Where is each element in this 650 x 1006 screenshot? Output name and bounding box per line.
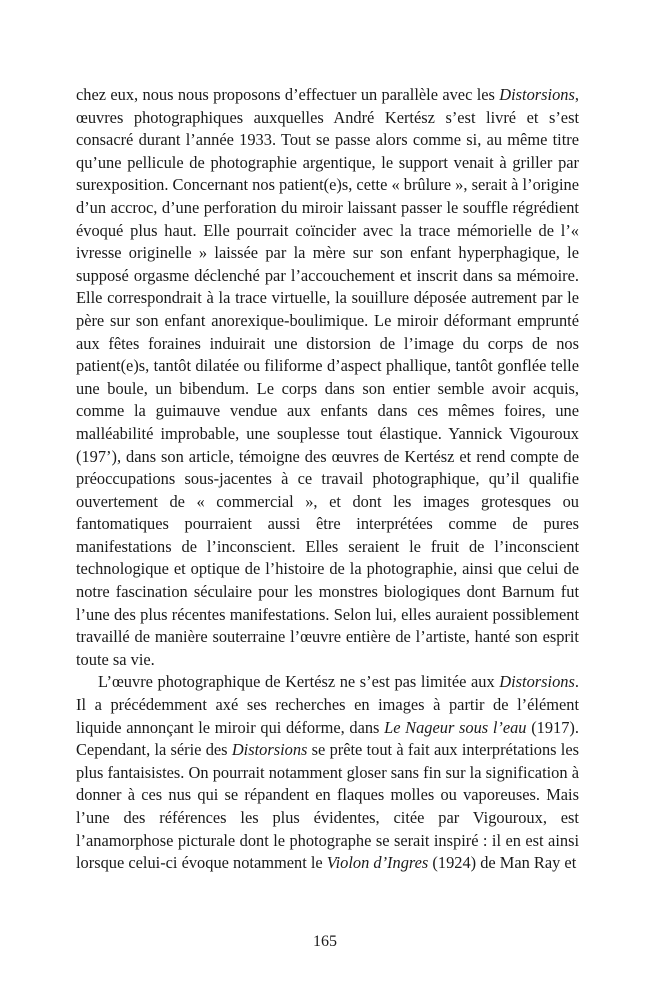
paragraph (76, 84, 579, 671)
text-run: (1924) de Man Ray et (428, 853, 577, 873)
text-run: (1917). Cependant, la série des (76, 717, 579, 760)
paragraph (76, 671, 579, 874)
body-text (76, 84, 579, 875)
text-run: chez eux, nous nous proposons d’effectuer un parallèle avec les (76, 85, 500, 104)
italic-title: Distorsions (231, 740, 308, 760)
italic-title: Violon d’Ingres (326, 853, 429, 873)
text-run: se prête tout à fait aux interprétations les plus fantaisistes. On pourrait notamment gloser sans fin sur la signification à donner à ces nus qui se répandent en flaques molles ou vaporeuses. Mais l’une des références les plus évidentes, citée par Vigouroux, est l’anamorphose picturale dont le photographe se serait inspiré : il en est ainsi lorsque celui-ci évoque notamment le (76, 740, 579, 873)
italic-title: Distorsions (499, 672, 575, 692)
text-run: . Il a précédemment axé ses recherches en images à partir de l’élément liquide annonçant le miroir qui déforme, dans (76, 672, 579, 737)
text-run: L’œuvre photographique de Kertész ne s’est pas limitée aux (98, 672, 500, 692)
page-number: 165 (313, 933, 337, 950)
italic-title: Distorsions (499, 85, 575, 104)
italic-title: Le Nageur sous l’eau (384, 717, 527, 737)
text-run: , œuvres photographiques auxquelles André Kertész s’est livré et s’est consacré durant l’année 1933. Tout se passe alors comme si, au même titre qu’une pellicule de photographie argentique, le support venait à griller par surexposition. Concernant nos patient(e)s, cette « brûlure », serait à l’origine d’un accroc, d’une perforation du miroir laissant passer le souffle régrédient évoqué plus haut. Elle pourrait coïncider avec la trace mémorielle de l’« ivresse originelle » laissée par la mère sur son enfant hyperphagique, le supposé orgasme déclenché par l’accouchement et inscrit dans sa mémoire. Elle correspondrait à la trace virtuelle, la souillure déposée autrement par le père sur son enfant anorexique-boulimique. Le miroir déformant emprunté aux fêtes foraines induirait une distorsion de l’image du corps de nos patient(e)s, tantôt dilatée ou filiforme d’aspect phallique, tantôt gonflée telle une boule, un bibendum. Le corps dans son entier semble avoir acquis, comme la guimauve vendue aux enfants dans ces mêmes foires, une malléabilité improbable, une souplesse tout élastique. Yannick Vigouroux (197’), dans son article, témoigne des œuvres de Kertész et rend compte de préoccupations sous-jacentes à ce travail photographique, qu’il qualifie ouvertement de « commercial », et dont les images grotesques ou fantomatiques pourraient aussi être interprétées comme de pures manifestations de l’inconscient. Elles seraient le fruit de l’inconscient technologique et optique de l’histoire de la photographie, ainsi que celui de notre fascination séculaire pour les monstres biologiques dont Barnum fut l’une des plus récentes manifestations. Selon lui, elles auraient possiblement travaillé de manière souterraine l’œuvre entière de l’artiste, hanté son esprit toute sa vie. (76, 85, 579, 669)
